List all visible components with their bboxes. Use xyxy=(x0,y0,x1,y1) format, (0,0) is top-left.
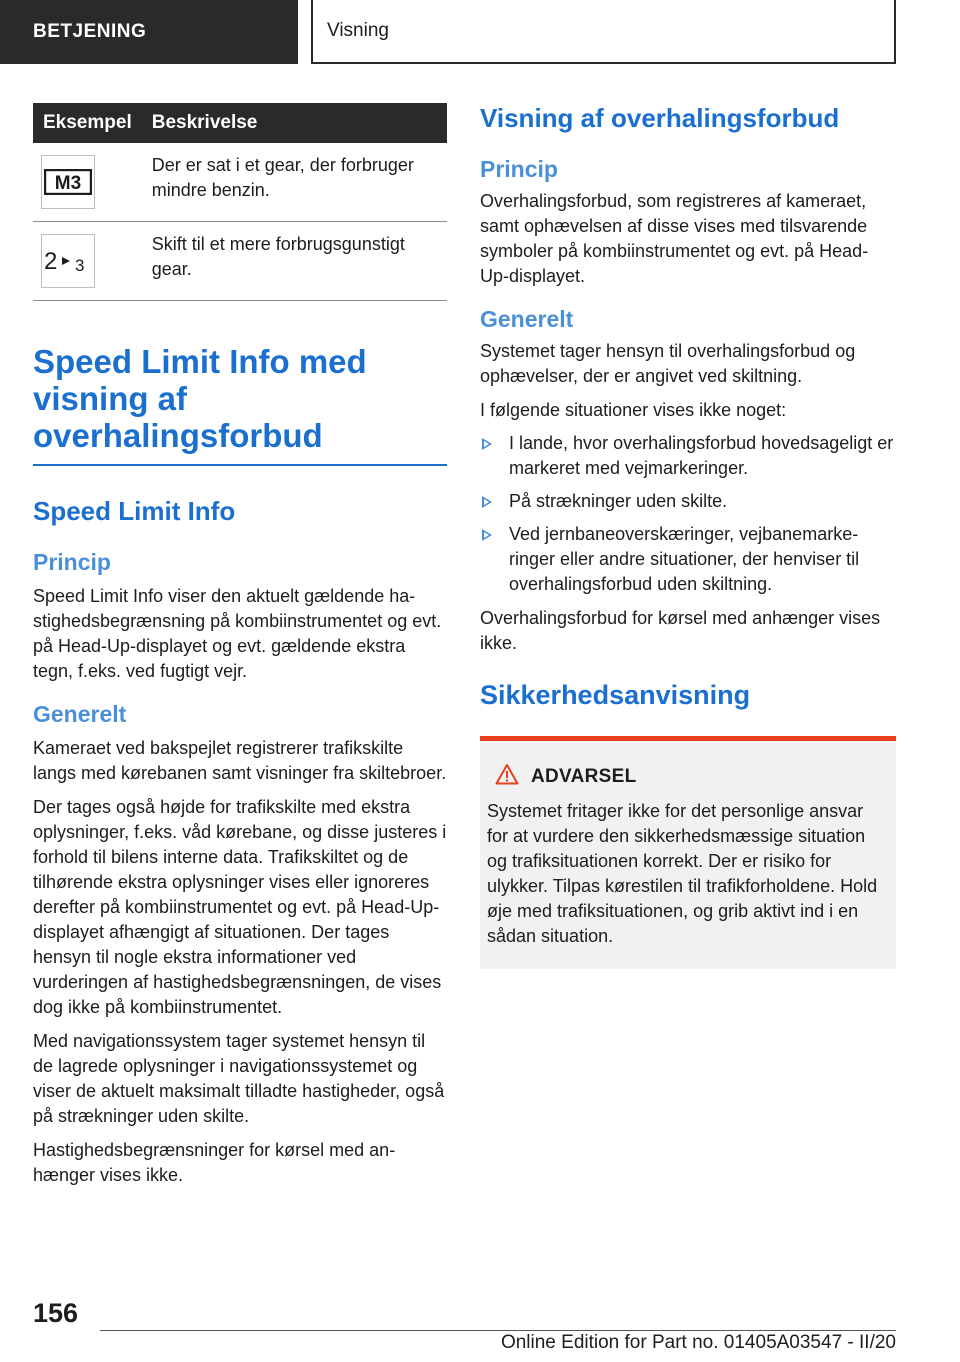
princip-text: Overhalingsforbud, som registreres af kameraet, samt ophævelsen af disse vises med tilsvarende symboler på kombiinstrumentet og evt. på Head-Up-displayet. xyxy=(480,191,869,286)
list-item: I lande, hvor overhalingsforbud hovedsageligt er markeret med vejmarkeringer. xyxy=(480,431,896,481)
table-cell-description: Der er sat i et gear, der forbruger mindre benzin. xyxy=(142,143,447,222)
gear-m3-icon-text: M3 xyxy=(54,173,82,194)
generelt-paragraph: Kameraet ved bakspejlet registrerer trafikskilte langs med kørebanen samt visninger fra skiltebroer. xyxy=(33,738,447,783)
footer-divider xyxy=(100,1330,896,1331)
table-header-row xyxy=(33,103,447,143)
page-number: 156 xyxy=(33,1298,79,1328)
princip-heading: Princip xyxy=(33,549,111,575)
footer-edition: Online Edition for Part no. 01405A03547 - II/20 xyxy=(500,1332,896,1353)
generelt-paragraph: Hastighedsbegrænsninger for kørsel med anhænger vises ikke. xyxy=(33,1140,396,1185)
list-item: Ved jernbaneoverskæringer, vejbanemarkeringer eller andre situationer, der henviser til overhalingsforbud uden skiltning. xyxy=(480,522,896,597)
header-section-label: BETJENING xyxy=(0,0,298,64)
triangle-bullet-icon xyxy=(482,438,492,450)
table-row xyxy=(33,222,447,301)
warning-title: ADVARSEL xyxy=(531,766,637,787)
table-cell-description: Skift til et mere forbrugsgunstigt gear. xyxy=(142,222,447,301)
generelt-paragraph: Overhalingsforbud for kørsel med anhænger vises ikke. xyxy=(480,608,881,653)
gear-to-text: 3 xyxy=(75,256,85,275)
right-column xyxy=(480,103,896,969)
triangle-bullet-icon xyxy=(482,529,492,541)
warning-text: Systemet fritager ikke for det personlige ansvar for at vurdere den sikkerhedsmæssige situation og trafiksituationen korrekt. Der er risiko for ulykker. Tilpas kørestilen til trafikforholdene. Hold øje med trafiksituationen, og grib aktivt ind i en sådan situation. xyxy=(487,801,878,946)
table-row xyxy=(33,143,447,222)
example-table xyxy=(33,103,447,301)
triangle-bullet-icon xyxy=(482,496,492,508)
left-column xyxy=(33,103,447,1188)
safety-heading: Sikkerhedsanvisning xyxy=(480,680,751,710)
generelt-paragraph: Systemet tager hensyn til overhalingsforbud og ophævelser, der er angivet ved skiltning. xyxy=(480,341,856,386)
princip-text: Speed Limit Info viser den aktuelt gældende hastighedsbegrænsning på kombiinstrumentet og evt. på Head-Up-displayet og evt. gældende ekstra tegn, f.eks. ved fugtigt vejr. xyxy=(33,586,442,681)
header-chapter-label: Visning xyxy=(311,0,896,64)
sub-title: Speed Limit Info xyxy=(33,496,236,526)
warning-box xyxy=(480,736,896,969)
list-item: På strækninger uden skilte. xyxy=(480,489,896,514)
table-header-example: Eksempel xyxy=(33,103,142,143)
warning-triangle-icon xyxy=(495,763,519,791)
generelt-paragraph: I følgende situationer vises ikke noget: xyxy=(480,400,787,420)
generelt-heading: Generelt xyxy=(480,306,574,332)
gear-m3-icon xyxy=(41,155,95,209)
generelt-heading: Generelt xyxy=(33,701,127,727)
table-header-description: Beskrivelse xyxy=(142,103,447,143)
situation-list xyxy=(480,431,896,597)
main-title: Speed Limit Info med visning af overhalingsforbud xyxy=(33,343,447,466)
generelt-paragraph: Med navigationssystem tager systemet hensyn til de lagrede oplysninger i navigationssystemet og viser de aktuelt maksimalt tilladte hastigheder, også på strækninger uden skilte. xyxy=(33,1031,445,1126)
princip-heading: Princip xyxy=(480,156,558,182)
generelt-paragraph: Der tages også højde for trafikskilte med ekstra oplysninger, f.eks. våd kørebane, og disse justeres i forhold til bilens interne data. Trafikskiltet og de tilhørende ekstra oplysninger vises eller ignoreres derefter på kombiinstrumentet og evt. på Head-Up-displayet afhængigt af situationen. Der tages hensyn til nogle ekstra informationer ved vurderingen af hastighedsbegrænsningen, de vises dog ikke på kombiinstrumentet. xyxy=(33,797,447,1017)
overtaking-title: Visning af overhalingsforbud xyxy=(480,103,840,133)
gear-shift-icon xyxy=(41,234,95,288)
gear-from-text: 2 xyxy=(44,248,58,275)
